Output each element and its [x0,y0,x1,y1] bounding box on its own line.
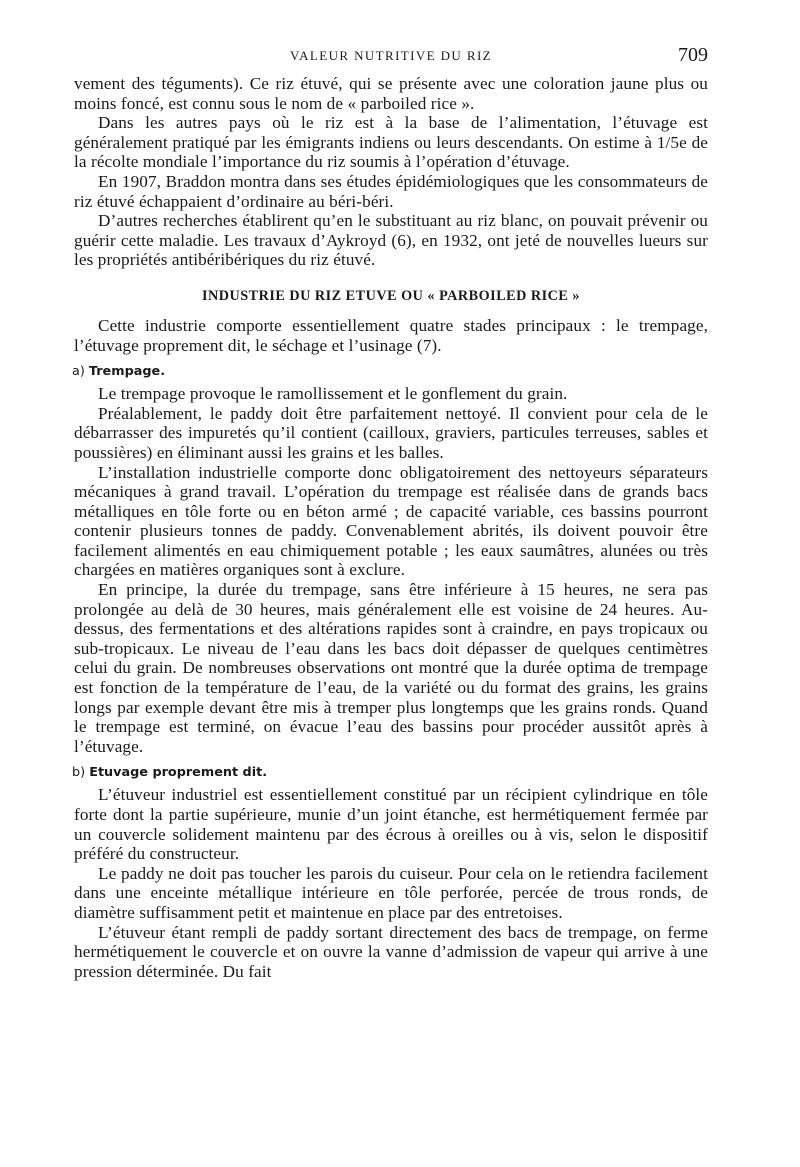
paragraph: En 1907, Braddon montra dans ses études épidémiologiques que les consommateurs de riz étuvé échappaient d’ordinaire au béri-béri. [74,171,708,211]
running-title: VALEUR NUTRITIVE DU RIZ [289,48,493,63]
paragraph: En principe, la durée du trempage, sans être inférieure à 15 heures, ne sera pas prolongée au delà de 30 heures, mais généralement elle est voisine de 24 heures. Au-dessus, des fermentations et des altérations rapides sont à craindre, en pays tropicaux ou sub-tropicaux. Le niveau de l’eau dans les bacs doit dépasser de quelques centimètres celui du grain. De nombreuses observations ont montré que la durée optima de trempage est fonction de la température de l’eau, de la variété ou du format des grains, les grains longs par exemple devant être mis à tremper plus longtemps que les grains ronds. Quand le trempage est terminé, on évacue l’eau des bassins pour procéder aussitôt après à l’étuvage. [74,580,708,756]
section-heading: INDUSTRIE DU RIZ ETUVE OU « PARBOILED RICE » [201,287,581,304]
subsection-heading-etuvage [72,765,708,780]
page-number: 709 [678,44,708,66]
paragraph: Préalablement, le paddy doit être parfaitement nettoyé. Il convient pour cela de le débarrasser des impuretés qu’il contient (cailloux, graviers, particules terreuses, sables et poussières) en éliminant aussi les grains et les balles. [74,403,708,462]
paragraph: D’autres recherches établirent qu’en le substituant au riz blanc, on pouvait prévenir ou guérir cette maladie. Les travaux d’Aykroyd (6), en 1932, ont jeté de nouvelles lueurs sur les propriétés antibéribériques du riz étuvé. [74,211,708,270]
subsection-title: Trempage. [88,364,166,380]
paragraph: L’installation industrielle comporte donc obligatoirement des nettoyeurs séparateurs mécaniques à grand travail. L’opération du trempage est réalisée dans de grands bacs métalliques en tôle forte ou en béton armé ; de capacité variable, ces bassins pourront contenir plusieurs tonnes de paddy. Convenablement abrités, ils doivent pouvoir être facilement alimentés en eau chimiquement potable ; les eaux saumâtres, alunées ou très chargées en matières organiques sont à exclure. [74,462,708,580]
subsection-label: b) [72,765,86,781]
paragraph: Le paddy ne doit pas toucher les parois du cuiseur. Pour cela on le retiendra facilement dans une enceinte métallique intérieure en tôle perforée, percée de trous ronds, de diamètre suffisamment petit et maintenue en place par des entretoises. [74,863,708,922]
page [74,44,708,981]
paragraph: Le trempage provoque le ramollissement et le gonflement du grain. [98,384,568,404]
paragraph-continued: vement des téguments). Ce riz étuvé, qui se présente avec une coloration jaune plus ou moins foncé, est connu sous le nom de « parboiled rice ». [74,74,708,113]
running-header [74,44,708,74]
paragraph: L’étuveur industriel est essentiellement constitué par un récipient cylindrique en tôle forte dont la partie supérieure, munie d’un joint étanche, est hermétiquement fermée par un couvercle solidement maintenu par des écrous à oreilles ou à vis, selon le dispositif préféré du constructeur. [74,785,708,864]
paragraph: L’étuveur étant rempli de paddy sortant directement des bacs de trempage, on ferme hermétiquement le couvercle et on ouvre la vanne d’admission de vapeur qui arrive à une pression déterminée. Du fait [74,922,708,981]
subsection-heading-trempage [72,364,708,379]
subsection-title: Etuvage proprement dit. [89,765,268,781]
subsection-label: a) [72,364,85,380]
paragraph: Dans les autres pays où le riz est à la base de l’alimentation, l’étuvage est généralement pratiqué par les émigrants indiens ou leurs descendants. On estime à 1/5e de la récolte mondiale l’importance du riz soumis à l’opération d’étuvage. [74,113,708,172]
section-intro-paragraph: Cette industrie comporte essentiellement quatre stades principaux : le trempage, l’étuvage proprement dit, le séchage et l’usinage (7). [74,315,708,355]
intro-text [74,74,708,270]
